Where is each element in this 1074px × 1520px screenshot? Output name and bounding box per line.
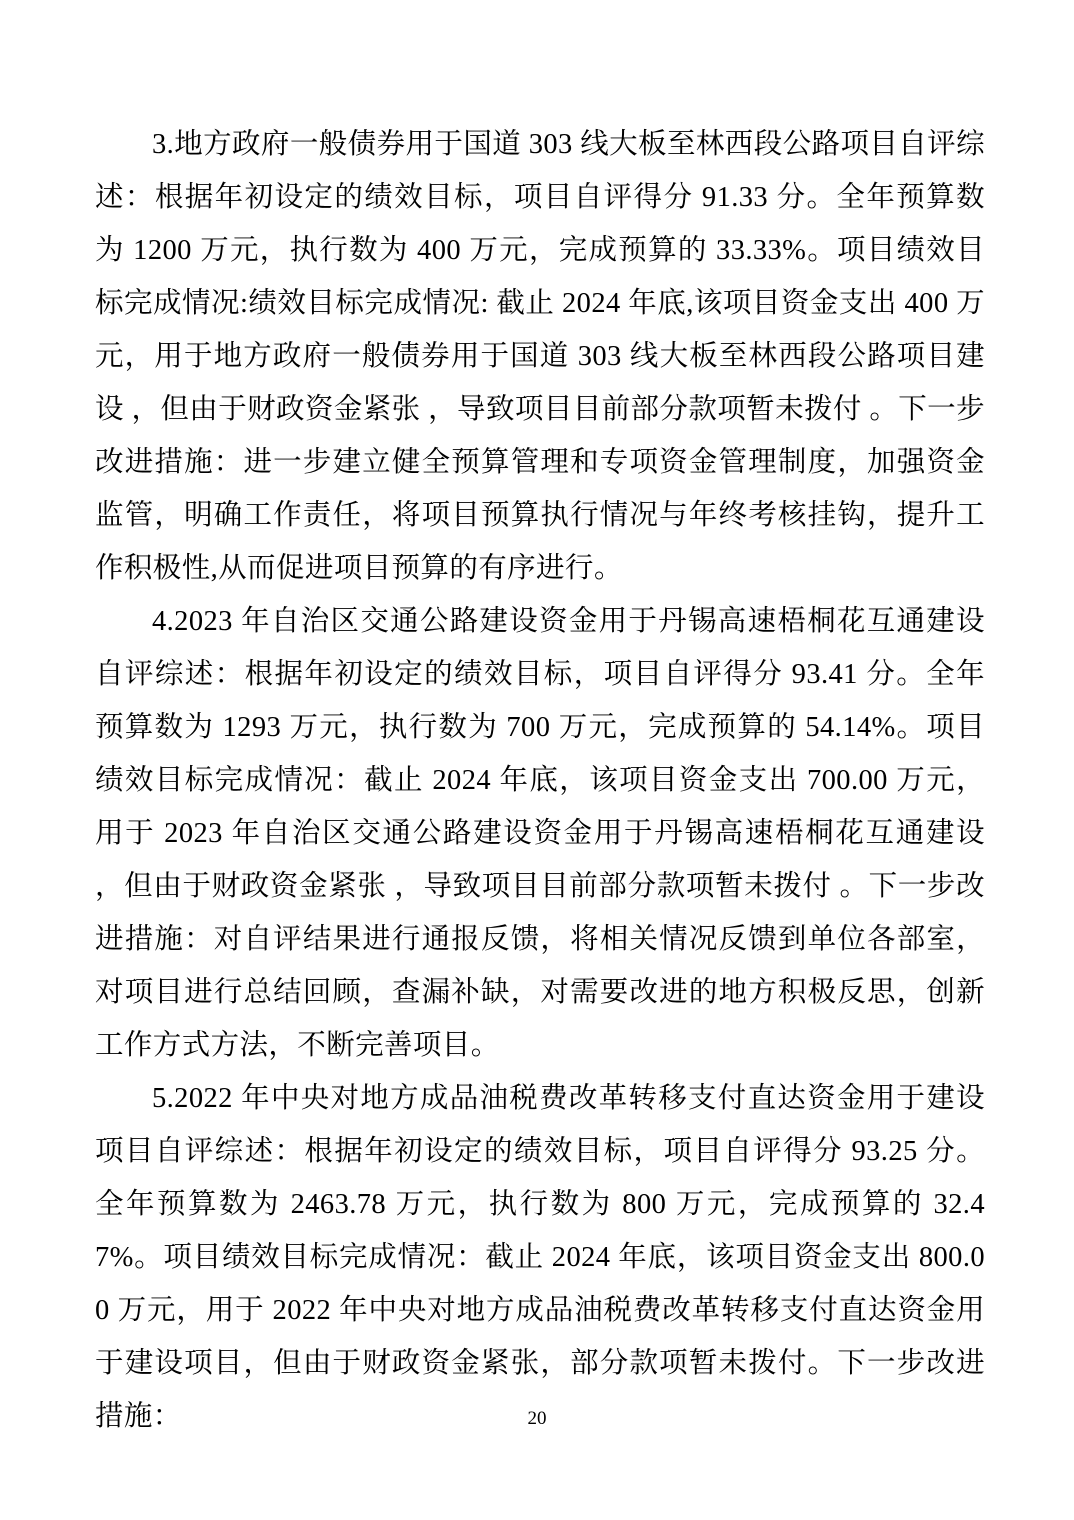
page-number: 20 <box>527 1408 547 1429</box>
paragraph-item-4: 4.2023 年自治区交通公路建设资金用于丹锡高速梧桐花互通建设自评综述：根据年初设定的绩效目标，项目自评得分 93.41 分。全年预算数为 1293 万元，执行数为 700 万元，完成预算的 54.14%。项目绩效目标完成情况：截止 2024 年底，该项目资金支出 700.00 万元，用于 2023 年自治区交通公路建设资金用于丹锡高速梧桐花互通建设 ，但由于财政资金紧张 ，导致项目目前部分款项暂未拨付 。下一步改进措施：对自评结果进行通报反馈，将相关情况反馈到单位各部室，对项目进行总结回顾，查漏补缺，对需要改进的地方积极反思，创新工作方式方法，不断完善项目。 <box>95 606 985 1061</box>
document-body <box>95 118 985 1443</box>
paragraph-item-5: 5.2022 年中央对地方成品油税费改革转移支付直达资金用于建设项目自评综述：根据年初设定的绩效目标，项目自评得分 93.25 分。全年预算数为 2463.78 万元，执行数为 800 万元，完成预算的 32.47%。项目绩效目标完成情况：截止 2024 年底，该项目资金支出 800.00 万元，用于 2022 年中央对地方成品油税费改革转移支付直达资金用于建设项目，但由于财政资金紧张，部分款项暂未拨付。下一步改进措施： <box>95 1083 985 1432</box>
paragraph-item-3: 3.地方政府一般债券用于国道 303 线大板至林西段公路项目自评综述：根据年初设定的绩效目标，项目自评得分 91.33 分。全年预算数为 1200 万元，执行数为 400 万元，完成预算的 33.33%。项目绩效目标完成情况:绩效目标完成情况: 截止 2024 年底,该项目资金支出 400 万元，用于地方政府一般债券用于国道 303 线大板至林西段公路项目建设 ，但由于财政资金紧张 ，导致项目目前部分款项暂未拨付 。下一步改进措施：进一步建立健全预算管理和专项资金管理制度，加强资金监管，明确工作责任，将项目预算执行情况与年终考核挂钩，提升工作积极性,从而促进项目预算的有序进行。 <box>95 129 985 584</box>
